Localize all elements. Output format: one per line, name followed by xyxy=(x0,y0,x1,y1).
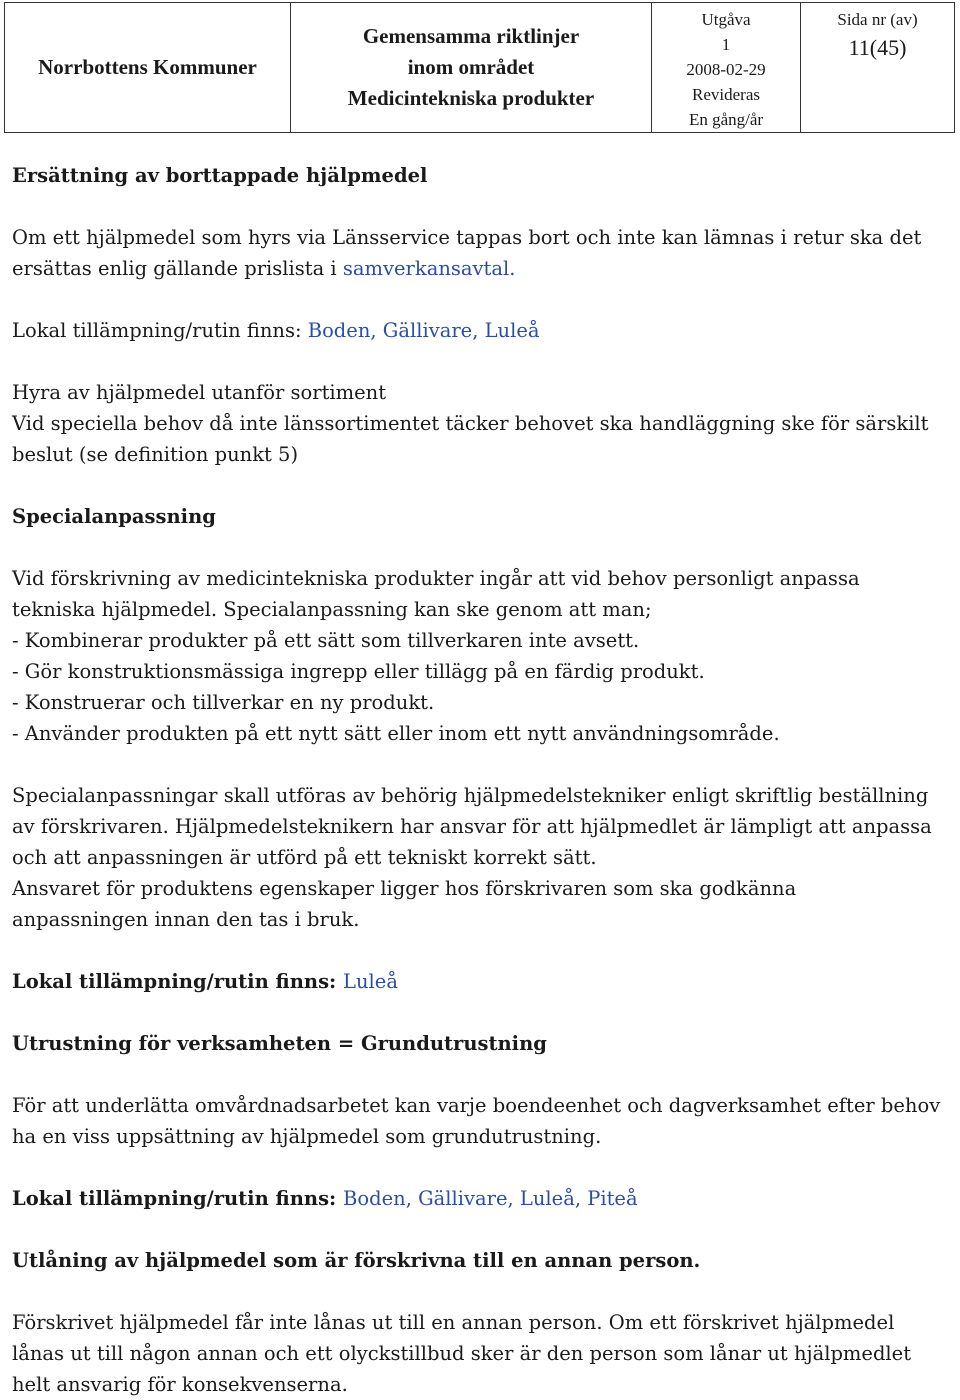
page-number: 11(45) xyxy=(848,35,907,60)
local-routine-label: Lokal tillämpning/rutin finns: xyxy=(12,970,344,993)
title-line: Gemensamma riktlinjer xyxy=(362,24,580,48)
document-title xyxy=(291,3,652,133)
paragraph-text: ersättas enlig gällande prislista i xyxy=(12,257,343,280)
local-routine-places[interactable]: Boden, Gällivare, Luleå xyxy=(307,319,540,342)
local-routine-line xyxy=(12,966,956,997)
list-item: - Konstruerar och tillverkar en ny produkt. xyxy=(12,691,435,714)
revision-label: Revideras xyxy=(692,85,760,104)
list-item: - Kombinerar produkter på ett sätt som tillverkaren inte avsett. xyxy=(12,629,640,652)
local-routine-places[interactable]: Boden, Gällivare, Luleå, Piteå xyxy=(343,1187,638,1210)
paragraph-line: ha en viss uppsättning av hjälpmedel som grundutrustning. xyxy=(12,1125,602,1148)
paragraph-line: Ansvaret för produktens egenskaper ligger hos förskrivaren som ska godkänna xyxy=(12,877,797,900)
section-heading-lending: Utlåning av hjälpmedel som är förskrivna till en annan person. xyxy=(12,1249,701,1272)
paragraph-line: helt ansvarig för konsekvenserna. xyxy=(12,1373,348,1396)
paragraph-line: Vid förskrivning av medicintekniska produkter ingår att vid behov personligt anpassa xyxy=(12,567,860,590)
paragraph-line xyxy=(12,253,956,284)
local-routine-label: Lokal tillämpning/rutin finns: xyxy=(12,319,308,342)
document-header xyxy=(4,2,955,133)
paragraph-line: anpassningen innan den tas i bruk. xyxy=(12,908,360,931)
paragraph-line: lånas ut till någon annan och ett olyckstillbud sker är den person som lånar ut hjälpmedlet xyxy=(12,1342,912,1365)
edition-value: 1 xyxy=(721,35,731,54)
section-heading-rental: Hyra av hjälpmedel utanför sortiment xyxy=(12,381,387,404)
paragraph-line: av förskrivaren. Hjälpmedelsteknikern har ansvar för att hjälpmedlet är lämpligt att anpassa xyxy=(12,815,932,838)
paragraph-line: Förskrivet hjälpmedel får inte lånas ut till en annan person. Om ett förskrivet hjälpmedel xyxy=(12,1311,895,1334)
local-routine-label: Lokal tillämpning/rutin finns: xyxy=(12,1187,344,1210)
title-line: Medicintekniska produkter xyxy=(347,86,595,110)
revision-value: En gång/år xyxy=(688,110,764,129)
samverkansavtal-link[interactable]: samverkansavtal. xyxy=(342,257,516,280)
list-item: - Gör konstruktionsmässiga ingrepp eller tillägg på en färdig produkt. xyxy=(12,660,705,683)
list-item: - Använder produkten på ett nytt sätt eller inom ett nytt användningsområde. xyxy=(12,722,780,745)
paragraph-line: För att underlätta omvårdnadsarbetet kan varje boendeenhet och dagverksamhet efter behov xyxy=(12,1094,941,1117)
paragraph-line: beslut (se definition punkt 5) xyxy=(12,443,299,466)
document-body xyxy=(12,160,956,1400)
section-heading-basic-equipment: Utrustning för verksamheten = Grundutrustning xyxy=(12,1032,547,1055)
paragraph-line: Specialanpassningar skall utföras av behörig hjälpmedelstekniker enligt skriftlig beställning xyxy=(12,784,929,807)
page-label: Sida nr (av) xyxy=(837,10,918,29)
edition-cell xyxy=(652,3,801,133)
edition-date: 2008-02-29 xyxy=(686,60,766,79)
paragraph-line: Vid speciella behov då inte länssortimentet täcker behovet ska handläggning ske för särskilt xyxy=(12,412,929,435)
paragraph-line: och att anpassningen är utförd på ett tekniskt korrekt sätt. xyxy=(12,846,597,869)
section-heading-replacement: Ersättning av borttappade hjälpmedel xyxy=(12,164,428,187)
local-routine-line xyxy=(12,315,956,346)
page-number-cell xyxy=(801,3,955,133)
section-heading-special-adaptation: Specialanpassning xyxy=(12,505,216,528)
paragraph-line: Om ett hjälpmedel som hyrs via Länsservice tappas bort och inte kan lämnas i retur ska det xyxy=(12,226,922,249)
organization-name: Norrbottens Kommuner xyxy=(5,3,291,133)
local-routine-line xyxy=(12,1183,956,1214)
local-routine-places[interactable]: Luleå xyxy=(343,970,398,993)
edition-label: Utgåva xyxy=(701,10,751,29)
title-line: inom området xyxy=(407,55,535,79)
paragraph-line: tekniska hjälpmedel. Specialanpassning kan ske genom att man; xyxy=(12,598,652,621)
